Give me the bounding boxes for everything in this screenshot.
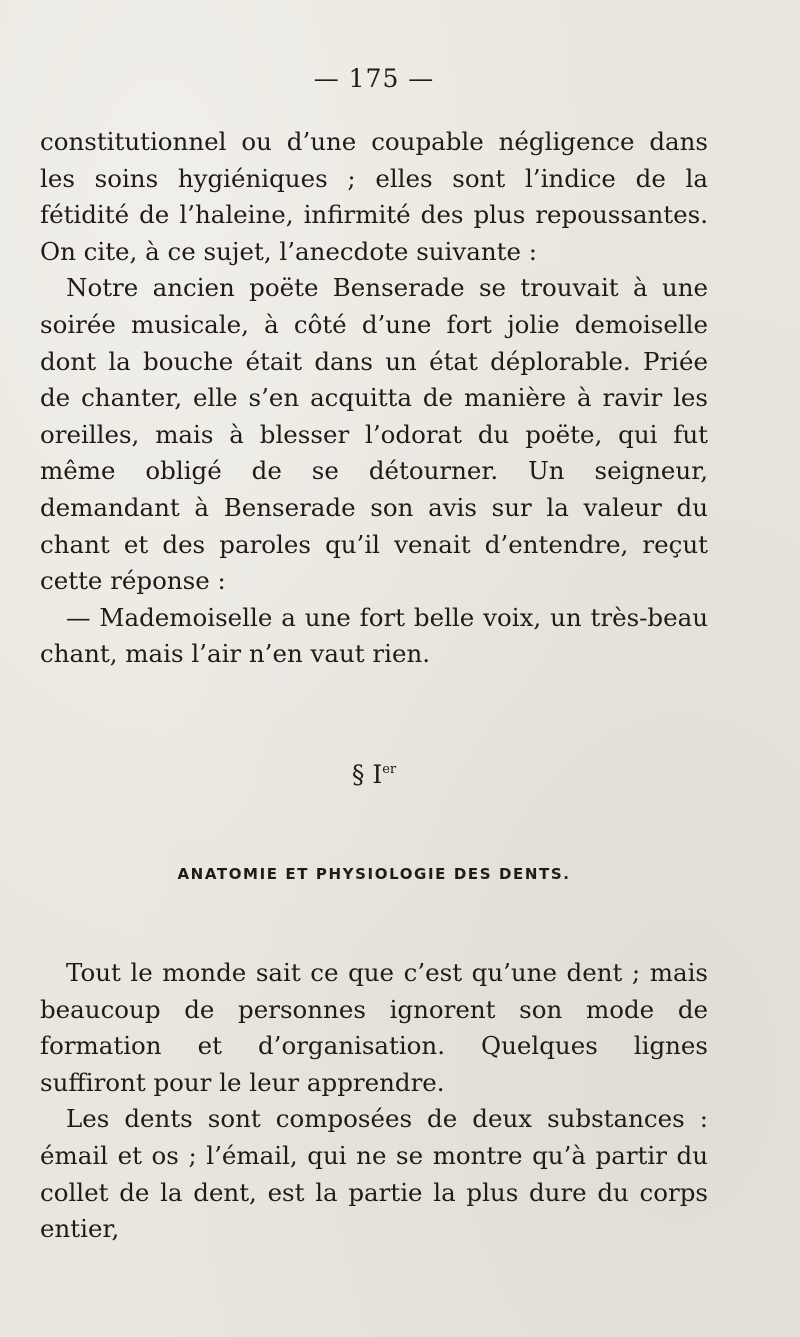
page-number: — 175 —: [313, 64, 435, 93]
paragraph-1: constitutionnel ou d’une coupable négligence dans les soins hygiéniques ; elles sont l’indice de la fétidité de l’haleine, infirmité des plus repoussantes. On cite, à ce sujet, l’anecdote suivante :: [40, 127, 708, 266]
section-number-suffix: er: [382, 762, 397, 777]
paragraph-2: Notre ancien poëte Benserade se trouvait à une soirée musicale, à côté d’une fort jolie demoiselle dont la bouche était dans un état déplorable. Priée de chanter, elle s’en acquitta de manière à ravir les oreilles, mais à blesser l’odorat du poëte, qui fut même obligé de se détourner. Un seigneur, demandant à Benserade son avis sur la valeur du chant et des paroles qu’il venait d’entendre, reçut cette réponse :: [40, 273, 708, 596]
section-number: § I: [351, 760, 383, 789]
body-text-lower: [40, 955, 708, 1248]
paragraph-5: Les dents sont composées de deux substances : émail et os ; l’émail, qui ne se montre qu’à partir du collet de la dent, est la partie la plus dure du corps entier,: [40, 1104, 708, 1244]
paragraph-4: Tout le monde sait ce que c’est qu’une dent ; mais beaucoup de personnes ignorent son mode de formation et d’organisation. Quelques lignes suffiront pour le leur apprendre.: [40, 958, 708, 1097]
section-title: ANATOMIE ET PHYSIOLOGIE DES DENTS.: [177, 865, 571, 883]
body-text-upper: [40, 124, 708, 673]
book-page: [40, 0, 708, 1337]
paragraph-3: — Mademoiselle a une fort belle voix, un très-beau chant, mais l’air n’en vaut rien.: [40, 602, 708, 669]
section-mark: [40, 760, 708, 789]
